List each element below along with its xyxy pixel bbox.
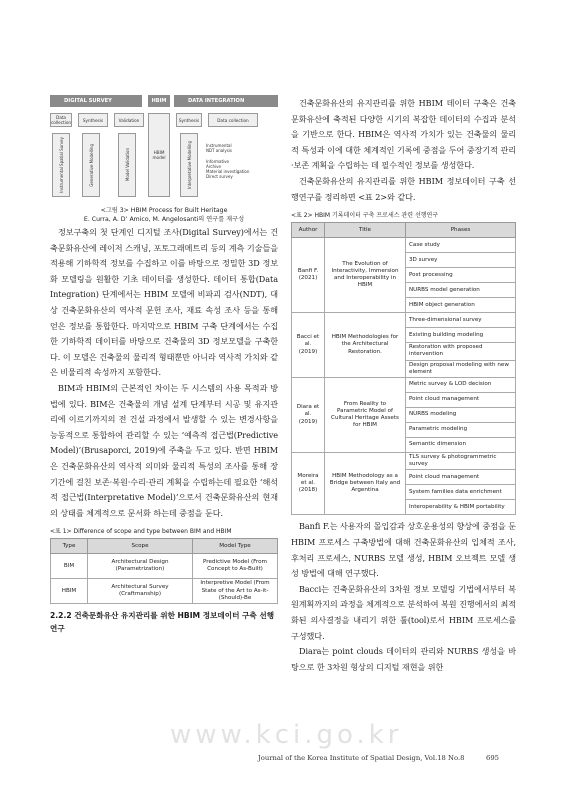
left-column	[50, 95, 278, 635]
hbim-process-figure	[50, 95, 278, 203]
table2-header: Phases	[406, 223, 516, 238]
table1-cell: Architectural Design (Parametrization)	[88, 554, 193, 579]
table2-phase: TLS survey & photogrammetric survey	[406, 452, 516, 469]
figure-caption: <그림 3> HBIM Process for Built Heritage E. Curra, A. D’ Amico, M. Angelosanti의 연구를 재구성	[83, 207, 245, 223]
page-number: 695	[486, 754, 499, 762]
table-row	[292, 238, 516, 253]
table2-title: <표 2> HBIM 기록데이터 구축 프로세스 관련 선행연구	[291, 212, 439, 220]
table1-cell: BIM	[51, 554, 88, 579]
journal-footer: Journal of the Korea Institute of Spatial Design, Vol.18 No.8	[258, 754, 465, 762]
table2-header: Author	[292, 223, 325, 238]
section-heading: 2.2.2 건축문화유산 유지관리를 위한 HBIM 정보데이터 구축 선행연구	[50, 611, 275, 633]
table1-cell: Architectural Survey (Craftmanship)	[88, 579, 193, 604]
table2-author: Diara et al. (2019)	[292, 377, 325, 452]
table2-phase: Metric survey & LOD decision	[406, 377, 516, 392]
table1-cell: Interpretive Model (From State of the Art to As-it-(Should)-Be	[193, 579, 278, 604]
left-paragraph-2: BIM과 HBIM의 근본적인 차이는 두 시스템의 사용 목적과 방법에 있다. BIM은 건축물의 개념 설계 단계부터 시공 및 유지관리에 이르기까지의 전 건설 과정에서 발생할 수 있는 변경사항을 능동적으로 통합하여 관리할 수 있는 ‘예측적 접근법(Predictive Model)’(Brusaporci, 2019)에 주축을 두고 있다. 반면 HBIM은 건축문화유산의 역사적 의미와 물리적 특성의 조사를 통해 장기간에 걸친 보존·복원·수리·관리 계획을 수립하는데 필요한 ‘해석적 접근법(Interpretative Model)’으로서 건축문화유산의 현재의 상태를 체계적으로 문서화 하는데 중점을 둔다.	[50, 382, 278, 518]
figure-band-data-integration: DATA INTEGRATION	[174, 95, 278, 107]
table2-author: Moreira et al. (2018)	[292, 452, 325, 514]
watermark: www.kci.go.kr	[170, 720, 403, 750]
right-column	[291, 95, 516, 675]
table2	[291, 222, 516, 515]
figure-col-instrumental: Instrumental Spatial Survey	[52, 133, 70, 197]
table2-phase: 3D survey	[406, 253, 516, 268]
right-paragraph-5: Diara는 point clouds 데이터의 관리와 NURBS 생성을 바탕으로 한 3차원 형상의 디지털 재현을 위한	[291, 646, 516, 672]
figure-box-validation: Validation	[114, 113, 144, 127]
table1	[50, 538, 278, 604]
table2-title-cell: The Evolution of Interactivity, Immersion and Interoperability in HBIM	[325, 238, 406, 313]
table2-phase: Three-dimensional survey	[406, 313, 516, 328]
table2-phase: Parametric modeling	[406, 422, 516, 437]
table2-phase: Point cloud management	[406, 470, 516, 485]
figure-box-data-collection-right: Data collection	[208, 113, 258, 127]
right-paragraph-1: 건축문화유산의 유지관리를 위한 HBIM 데이터 구축은 건축문화유산에 축적된 다양한 시기의 복잡한 데이터의 수집과 분석을 기반으로 한다. HBIM은 역사적 가치가 있는 건축물의 물리적 특성과 이에 대한 체계적인 기록에 중점을 두어 중장기적 관리·보존 계획을 수립하는 데 필수적인 정보를 생성한다.	[291, 98, 516, 171]
table2-phase: Design proposal modeling with new element	[406, 360, 516, 377]
table2-phase: Post processing	[406, 268, 516, 283]
table1-title: <표 1> Difference of scope and type between BIM and HBIM	[50, 528, 232, 536]
table2-phase: Semantic dimension	[406, 437, 516, 452]
table2-title-cell: HBIM Methodologies for the Architectural Restoration.	[325, 313, 406, 378]
figure-band-digital-survey: DIGITAL SURVEY	[50, 95, 142, 107]
right-paragraph-2: 건축문화유산의 유지관리를 위한 HBIM 정보데이터 구축 선행연구를 정리하면 <표 2>와 같다.	[291, 175, 516, 202]
table1-cell: HBIM	[51, 579, 88, 604]
table2-phase: Existing building modeling	[406, 328, 516, 343]
table1-header: Model Type	[193, 539, 278, 554]
table2-phase: NURBS model generation	[406, 283, 516, 298]
figure-right-list: Instrumental NDT analysis Informative Archive Material investigation Direct survey	[206, 143, 250, 180]
table-row	[292, 377, 516, 392]
table2-title-cell: HBIM Methodology as a Bridge between Italy and Argentina	[325, 452, 406, 514]
table2-phase: HBIM object generation	[406, 298, 516, 313]
table1-header: Scope	[88, 539, 193, 554]
right-paragraph-3: Banfi F.는 사용자의 몰입감과 상호운용성의 향상에 중점을 둔 HBIM 프로세스 구축방법에 대해 건축문화유산의 입체적 조사, 후처리 프로세스, NURBS 모델 생성, HBIM 오브젝트 모델 생성 방법에 대해 연구했다.	[291, 521, 516, 579]
table2-phase: Point cloud management	[406, 392, 516, 407]
figure-band-hbim: HBIM	[148, 95, 170, 107]
figure-col-interpretative: Interpretative Modelling	[180, 133, 198, 197]
table2-phase: NURBS modeling	[406, 407, 516, 422]
table-row	[292, 313, 516, 328]
table2-author: Bacci et al. (2019)	[292, 313, 325, 378]
figure-box-synthesis-right: Synthesis	[176, 113, 202, 127]
table-row	[292, 452, 516, 469]
table2-header: Title	[325, 223, 406, 238]
right-paragraph-4: Bacci는 건축문화유산의 3차원 정보 모델링 기법에서부터 복원계획까지의 과정을 체계적으로 분석하여 복원 진행에서의 최적화된 의사결정을 내리기 위한 툴(tool)로서 HBIM 프로세스를 구성했다.	[291, 583, 516, 641]
figure-col-model-validation: Model Validation	[118, 133, 136, 197]
figure-box-synthesis-left: Synthesis	[78, 113, 108, 127]
table-row	[51, 579, 278, 604]
table2-phase: Restoration with proposed intervention	[406, 343, 516, 360]
figure-box-hbim-model: HBIM model	[148, 113, 170, 197]
table2-phase: Case study	[406, 238, 516, 253]
table2-title-cell: From Reality to Parametric Model of Cultural Heritage Assets for HBIM	[325, 377, 406, 452]
left-paragraph-1: 정보구축의 첫 단계인 디지털 조사(Digital Survey)에서는 건축문화유산에 레이저 스캐닝, 포토그래메트리 등의 계측 기술들을 적용해 기하학적 정보를 수집하고 이를 바탕으로 정밀한 3D 정보화 모델링을 원활한 기초 데이터를 생성한다. 데이터 통합(Data Integration) 단계에서는 HBIM 모델에 비파괴 검사(NDT), 대상 건축문화유산의 역사적 문헌 조사, 재료 속성 조사 등을 통해 얻은 정보를 통합한다. 마지막으로 HBIM 구축 단계에서는 수집한 기하학적 데이터를 바탕으로 건축물의 3D 정보모델을 구축한다. 이 모델은 건축물의 물리적 형태뿐만 아니라 역사적 가치와 같은 비물리적 속성까지 포함한다.	[50, 227, 278, 378]
table2-phase: Interoperability & HBIM portability	[406, 500, 516, 515]
figure-box-data-collection-left: Data collection	[50, 115, 72, 125]
table2-phase: System families data enrichment	[406, 485, 516, 500]
figure-col-generative: Generative Modelling	[82, 133, 100, 197]
table2-author: Banfi F. (2021)	[292, 238, 325, 313]
table1-header: Type	[51, 539, 88, 554]
table-row	[51, 554, 278, 579]
table1-cell: Predictive Model (From Concept to As-Built)	[193, 554, 278, 579]
